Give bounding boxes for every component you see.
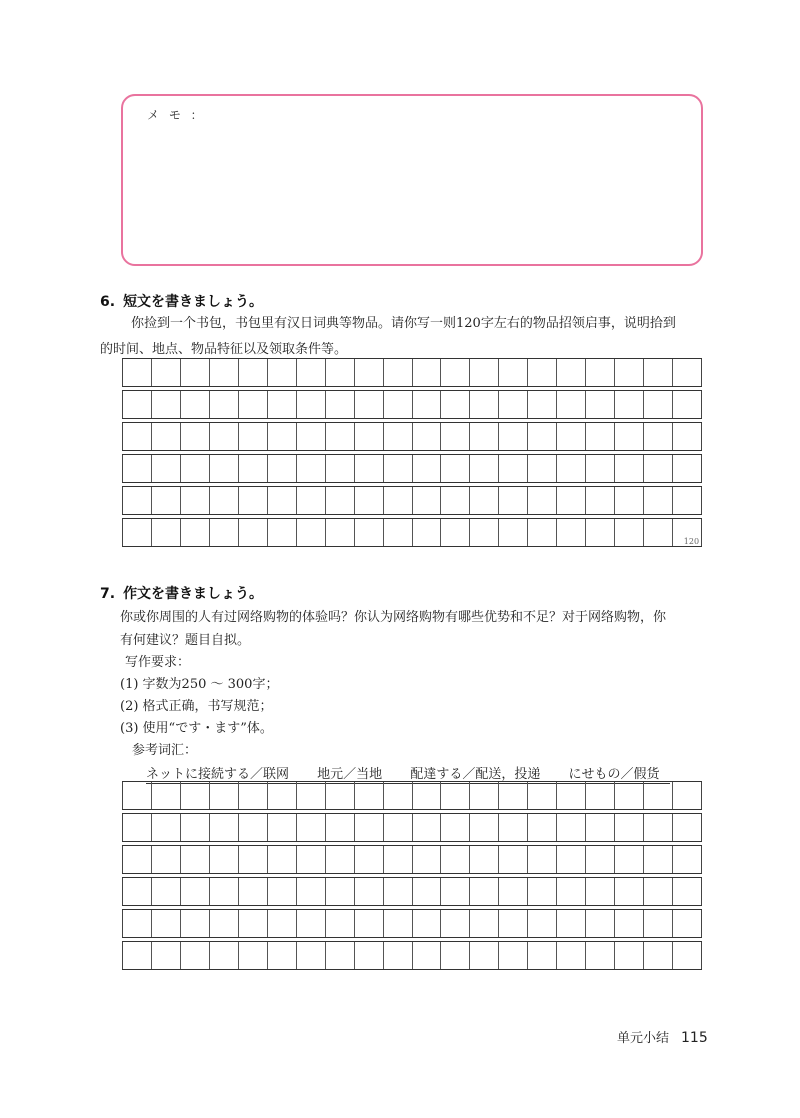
memo-label: メ モ ： — [147, 108, 206, 122]
page-number: 115 — [681, 1030, 708, 1046]
vocab-item: 配達する／配送，投递 — [410, 767, 541, 782]
section-7-prompt-line1: 你或你周围的人有过网络购物的体验吗？你认为网络购物有哪些优势和不足？对于网络购物，你 — [120, 610, 667, 625]
grid-row — [122, 878, 702, 905]
character-limit-mark: 120 — [683, 537, 700, 546]
section-7-heading — [100, 583, 263, 603]
section-6-prompt-line2: 的时间、地点、物品特征以及领取条件等。 — [100, 342, 348, 357]
section-7-title: 作文を書きましょう。 — [123, 586, 264, 602]
section-7-number: 7. — [100, 586, 116, 602]
grid-row — [122, 359, 702, 386]
grid-row — [122, 487, 702, 514]
section-6-number: 6. — [100, 294, 116, 310]
vocab-title: 参考词汇： — [132, 743, 198, 758]
section-6-heading — [100, 291, 263, 311]
grid-row — [122, 942, 702, 969]
section-6-title: 短文を書きましょう。 — [123, 294, 264, 310]
page-footer — [617, 1027, 708, 1046]
grid-row — [122, 423, 702, 450]
requirement-2: (2) 格式正确，书写规范； — [120, 699, 273, 714]
grid-row — [122, 814, 702, 841]
requirement-1: (1) 字数为250 ～ 300字； — [120, 677, 279, 692]
memo-box[interactable] — [121, 94, 703, 266]
grid-row — [122, 910, 702, 937]
section-6-prompt-line1: 你捡到一个书包，书包里有汉日词典等物品。请你写一则120字左右的物品招领启事，说明拾到 — [131, 316, 676, 331]
grid-row — [122, 519, 702, 546]
grid-row — [122, 782, 702, 809]
vocab-list — [146, 763, 683, 782]
grid-row — [122, 391, 702, 418]
requirements-title: 写作要求： — [125, 655, 191, 670]
section-7-prompt-line2: 有何建议？题目自拟。 — [120, 633, 251, 648]
section-6-writing-grid[interactable] — [122, 358, 702, 547]
footer-section-label: 单元小结 — [617, 1031, 670, 1046]
vocab-item: にせもの／假货 — [568, 767, 660, 782]
section-7-writing-grid[interactable] — [122, 781, 702, 970]
grid-row — [122, 455, 702, 482]
vocab-item: 地元／当地 — [317, 767, 383, 782]
requirement-3: (3) 使用“です・ます”体。 — [120, 721, 273, 736]
vocab-item: ネットに接続する／联网 — [146, 767, 290, 782]
grid-row — [122, 846, 702, 873]
